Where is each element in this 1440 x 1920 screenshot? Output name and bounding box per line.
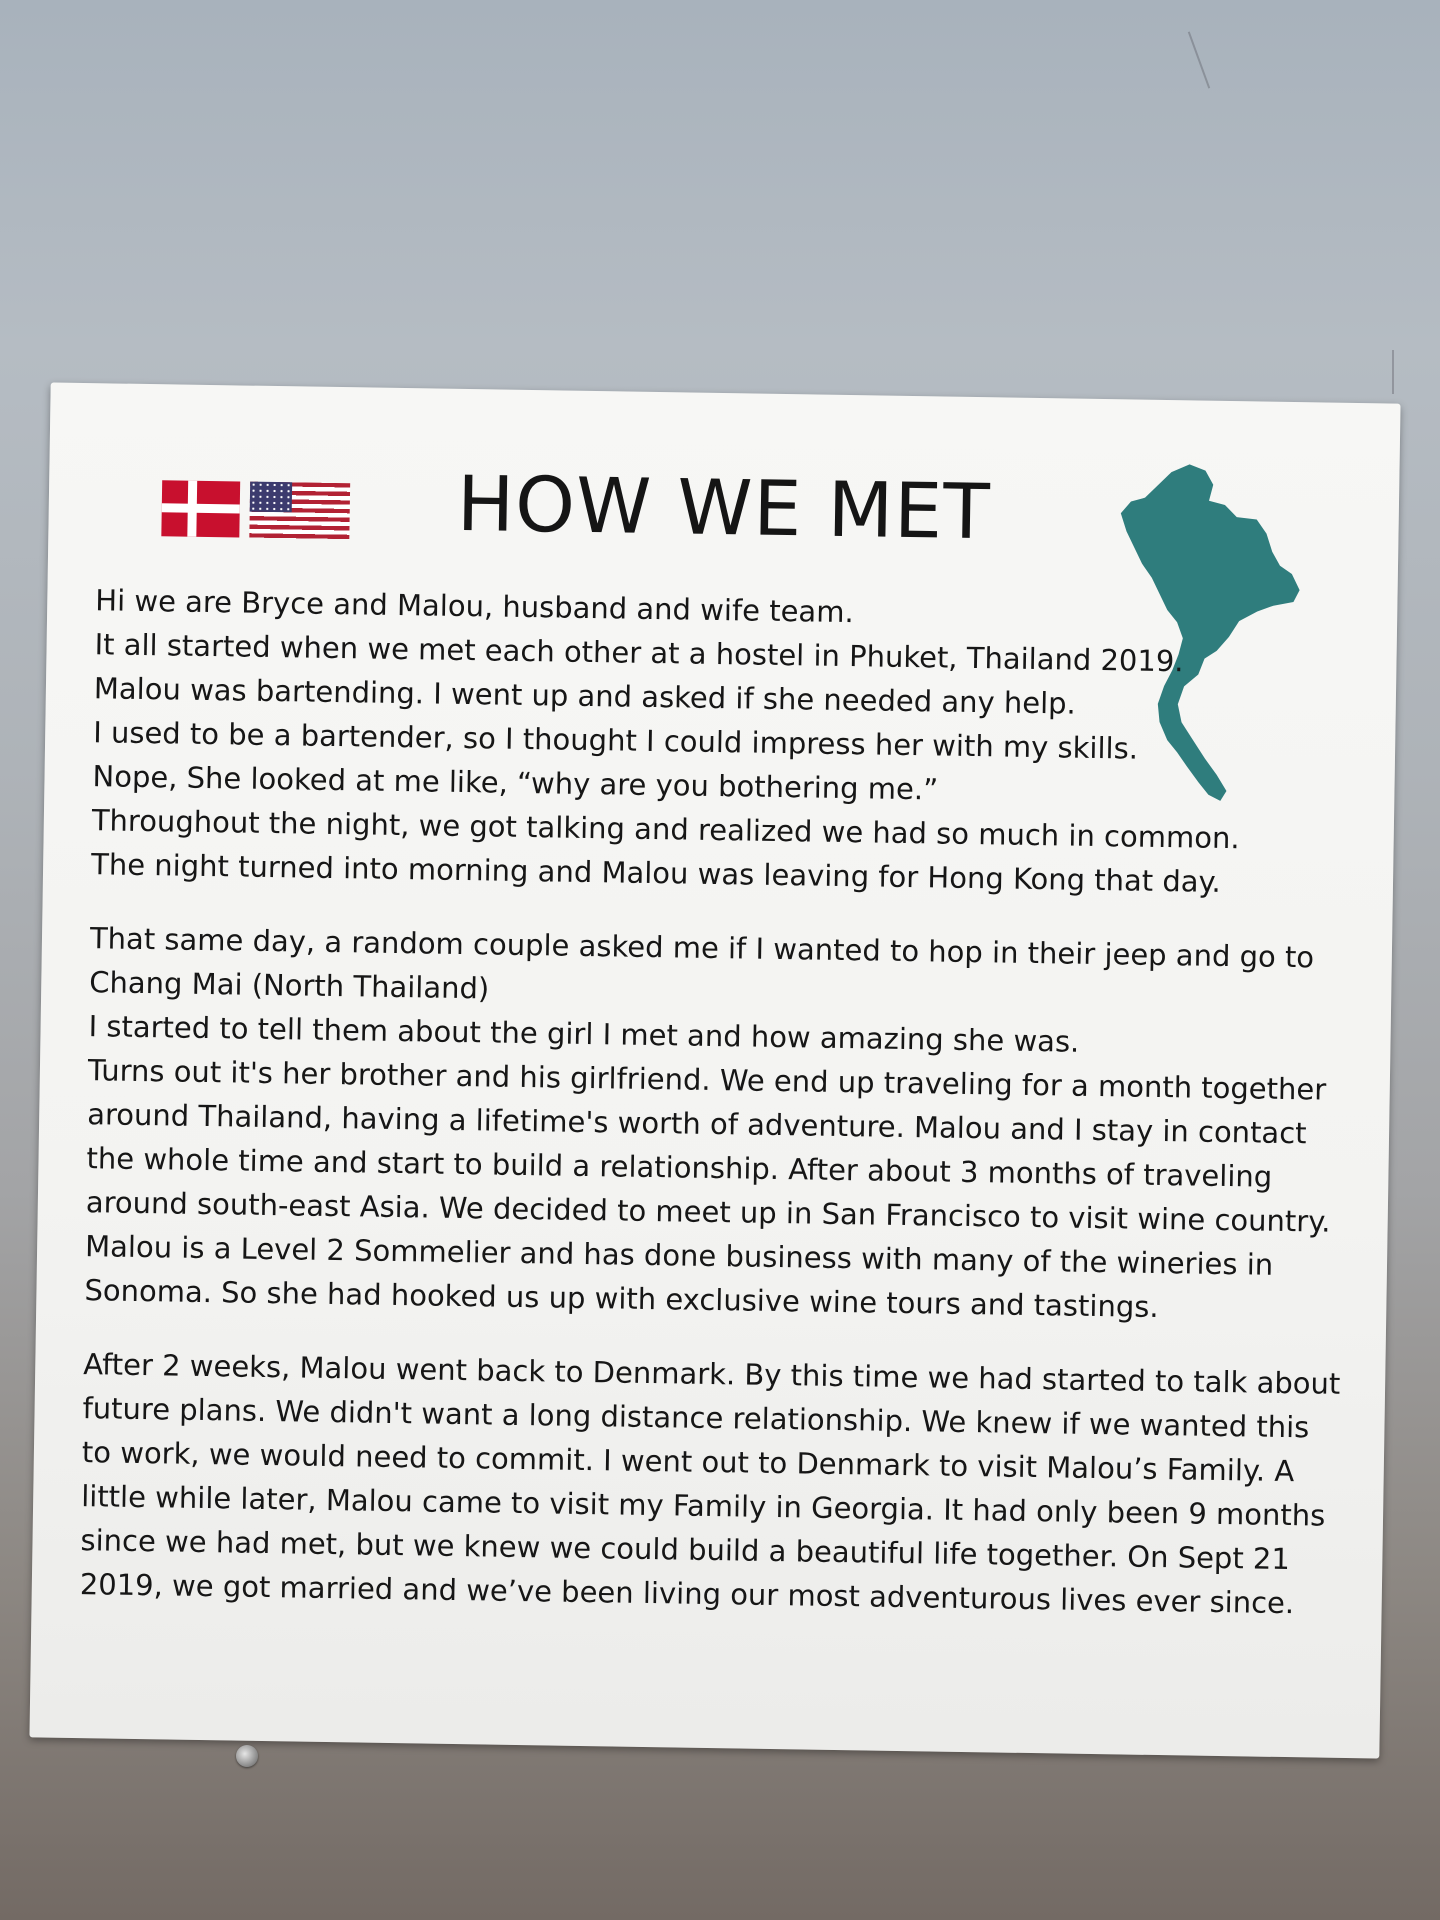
story-line: It all started when we met each other at a hostel in Phuket, Thailand 2019. [94,627,1184,679]
story-line: Hi we are Bryce and Malou, husband and wife team. [95,583,854,630]
story-line: Throughout the night, we got talking and realized we had so much in common. [91,803,1240,856]
story-line: Nope, She looked at me like, “why are you bothering me.” [92,759,939,807]
story-line: the whole time and start to build a relationship. After about 3 months of traveling [86,1141,1273,1194]
wall-scratch [1188,31,1210,88]
story-line: since we had met, but we knew we could build a beautiful life together. On Sept 21 [80,1523,1291,1577]
story-line: around Thailand, having a lifetime's worth of adventure. Malou and I stay in contact [86,1097,1307,1151]
story-line: The night turned into morning and Malou was leaving for Hong Kong that day. [90,847,1222,899]
story-line: 2019, we got married and we’ve been living our most adventurous lives ever since. [79,1567,1295,1621]
story-line: little while later, Malou came to visit my Family in Georgia. It had only been 9 months [80,1479,1326,1533]
story-line: That same day, a random couple asked me if I wanted to hop in their jeep and go to [89,921,1315,975]
story-line: I started to tell them about the girl I met and how amazing she was. [88,1009,1080,1059]
wall-scratch [1392,350,1394,394]
story-line: I used to be a bartender, so I thought I could impress her with my skills. [92,715,1139,766]
story-line: around south-east Asia. We decided to meet up in San Francisco to visit wine country. [85,1185,1331,1239]
story-line: Chang Mai (North Thailand) [89,965,490,1006]
story-line: Malou was bartending. I went up and asked if she needed any help. [93,671,1077,721]
sign-title: HOW WE MET [456,458,992,557]
story-line: Turns out it's her brother and his girlfriend. We end up traveling for a month together [87,1053,1327,1107]
story-text [80,578,1366,1626]
story-line: After 2 weeks, Malou went back to Denmark. By this time we had started to talk about [83,1347,1341,1401]
story-line: Sonoma. So she had hooked us up with exclusive wine tours and tastings. [84,1273,1159,1324]
mounting-screw [236,1745,258,1767]
story-line: future plans. We didn't want a long distance relationship. We knew if we wanted this [82,1391,1310,1445]
story-line: Malou is a Level 2 Sommelier and has done business with many of the wineries in [84,1229,1274,1282]
how-we-met-sign [29,382,1400,1758]
story-line: to work, we would need to commit. I went out to Denmark to visit Malou’s Family. A [81,1435,1295,1489]
